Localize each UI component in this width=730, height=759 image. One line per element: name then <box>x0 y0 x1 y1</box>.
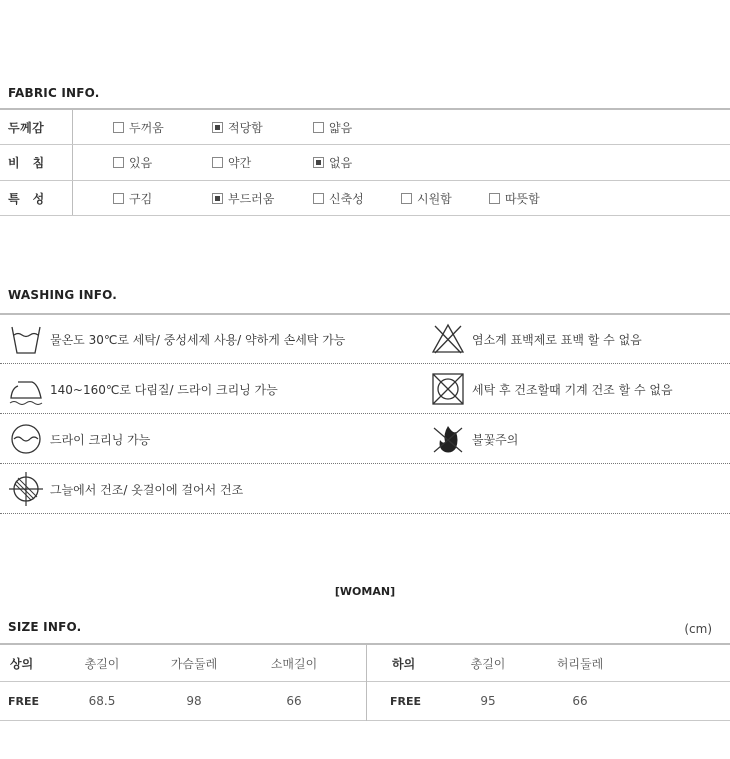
washing-item <box>8 415 150 463</box>
option-label: 약간 <box>228 156 252 170</box>
size-row-label: FREE <box>8 694 40 708</box>
checkbox-checked[interactable] <box>212 122 223 133</box>
washing-text: 세탁 후 건조할때 기계 건조 할 수 없음 <box>472 382 673 397</box>
washing-text: 그늘에서 건조/ 옷걸이에 걸어서 건조 <box>50 482 244 497</box>
option-wrinkle[interactable] <box>113 181 152 215</box>
washing-row <box>0 465 730 514</box>
checkbox[interactable] <box>401 193 412 204</box>
no-tumble-dry-icon <box>430 371 466 407</box>
option-thick[interactable] <box>113 110 164 144</box>
size-value: 66 <box>572 694 588 708</box>
checkbox[interactable] <box>113 157 124 168</box>
washing-text: 140~160℃로 다림질/ 드라이 크리닝 가능 <box>50 382 278 397</box>
no-fire-icon <box>430 421 466 457</box>
fabric-row-properties <box>0 180 730 216</box>
size-value: 95 <box>480 694 496 708</box>
fabric-row-sheerness <box>0 144 730 180</box>
size-row-label: FREE <box>390 694 422 708</box>
option-label: 시원함 <box>417 191 452 206</box>
washing-row <box>0 365 730 414</box>
size-info-title: SIZE INFO. <box>8 620 82 634</box>
option-warm[interactable] <box>489 181 540 215</box>
checkbox[interactable] <box>489 193 500 204</box>
option-stretch[interactable] <box>313 181 364 215</box>
washing-item <box>8 365 278 413</box>
checkbox-checked[interactable] <box>313 157 324 168</box>
size-value: 66 <box>286 694 302 708</box>
option-label: 얇음 <box>329 120 353 135</box>
size-header: 소매길이 <box>270 656 318 671</box>
checkbox[interactable] <box>313 193 324 204</box>
washing-info-title: WASHING INFO. <box>8 288 118 302</box>
option-label: 두꺼움 <box>129 120 164 135</box>
option-label: 따뜻함 <box>505 191 540 206</box>
checkbox[interactable] <box>313 122 324 133</box>
size-value: 68.5 <box>88 694 116 708</box>
fabric-row-label: 특성 <box>0 181 73 215</box>
option-label: 있음 <box>129 156 153 170</box>
washing-item <box>430 365 673 413</box>
wash-tub-icon <box>8 321 44 357</box>
woman-label: [WOMAN] <box>334 585 396 598</box>
option-cool[interactable] <box>401 181 452 215</box>
fabric-row-label: 비침 <box>0 145 73 180</box>
bottom-label: 하의 <box>392 656 416 671</box>
size-value: 98 <box>186 694 202 708</box>
fabric-row-label: 두께감 <box>0 110 73 144</box>
option-medium[interactable] <box>212 110 263 144</box>
size-header: 총길이 <box>470 656 506 671</box>
size-header-row <box>0 643 730 682</box>
fabric-row-thickness <box>0 108 730 144</box>
option-none[interactable] <box>313 145 352 180</box>
washing-item <box>430 415 518 463</box>
option-label: 구김 <box>129 191 153 206</box>
washing-text: 불꽃주의 <box>472 432 519 447</box>
size-data-row <box>0 682 730 721</box>
top-label: 상의 <box>10 656 34 671</box>
washing-item <box>430 315 642 363</box>
option-yes[interactable] <box>113 145 152 180</box>
option-label: 부드러움 <box>228 191 275 206</box>
no-bleach-icon <box>430 321 466 357</box>
option-slight[interactable] <box>212 145 251 180</box>
option-label: 없음 <box>329 156 353 170</box>
fabric-info-table <box>0 108 730 216</box>
size-unit: (cm) <box>684 622 712 636</box>
washing-text: 물온도 30℃로 세탁/ 중성세제 사용/ 약하게 손세탁 가능 <box>50 332 346 347</box>
checkbox-checked[interactable] <box>212 193 223 204</box>
size-header: 가슴둘레 <box>170 656 218 671</box>
option-label: 적당함 <box>228 120 263 135</box>
checkbox[interactable] <box>113 193 124 204</box>
shade-dry-icon <box>8 471 44 507</box>
option-soft[interactable] <box>212 181 274 215</box>
checkbox[interactable] <box>113 122 124 133</box>
washing-row <box>0 415 730 464</box>
washing-text: 염소계 표백제로 표백 할 수 없음 <box>472 332 642 347</box>
washing-text: 드라이 크리닝 가능 <box>50 432 151 447</box>
size-header: 허리둘레 <box>556 656 604 671</box>
option-thin[interactable] <box>313 110 352 144</box>
size-table-divider <box>366 643 367 721</box>
checkbox[interactable] <box>212 157 223 168</box>
fabric-info-title: FABRIC INFO. <box>8 86 100 100</box>
washing-item <box>8 465 243 513</box>
iron-icon <box>8 371 44 407</box>
option-label: 신축성 <box>329 191 364 206</box>
washing-item <box>8 315 345 363</box>
dry-clean-icon <box>8 421 44 457</box>
washing-row <box>0 315 730 364</box>
size-header: 총길이 <box>84 656 120 671</box>
